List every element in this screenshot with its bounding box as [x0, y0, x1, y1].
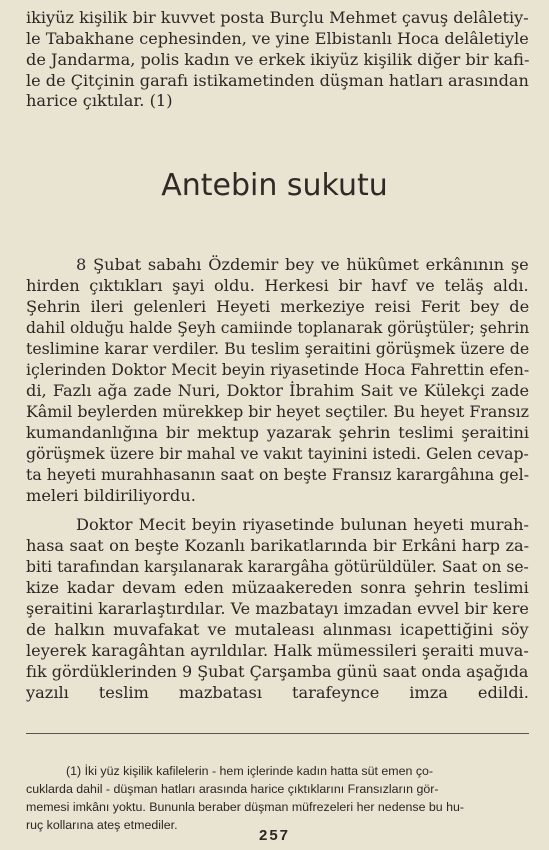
text-line: Doktor Mecit beyin riyasetinde bulunan heyeti murah- — [76, 515, 529, 534]
text-line: di, Fazlı ağa zade Nuri, Doktor İbrahim Sait ve Külekçi zade — [26, 381, 530, 400]
footnote-divider — [26, 733, 529, 734]
text-line: teslimine karar verdiler. Bu teslim şeraitini görüşmek üzere de — [26, 339, 530, 358]
text-line: içlerinden Doktor Mecit beyin riyasetinde Hoca Fahrettin efen- — [26, 360, 530, 379]
text-line: de Jandarma, polis kadın ve erkek ikiyüz kişilik diğer bir kafi- — [26, 50, 530, 69]
footnote-line: cuklarda dahil - düşman hatları arasında harice çıktıklarını Fransızların gör- — [26, 782, 439, 796]
text-line: le de Çitçinin garafı istikametinden düşman hatları arasından — [26, 71, 529, 90]
text-line: meleri bildiriliyordu. — [26, 486, 196, 505]
text-line: şeraitini kararlaştırdılar. Ve mazbatayı imzadan evvel bir kere — [26, 599, 529, 618]
footnote-line: ruç kollarına ateş etmediler. — [26, 818, 178, 832]
text-line: harice çıktılar. (1) — [26, 91, 173, 110]
footnote-line: (1) İki yüz kişilik kafilelerin - hem içlerinde kadın hatta süt emen ço- — [66, 764, 434, 778]
text-line: Şehrin ileri gelenleri Heyeti merkeziye reisi Ferit bey de — [26, 297, 530, 316]
text-line: de halkın muvafakat ve mutaleası alınması icapettiğini söy — [26, 620, 529, 639]
text-line: hirden çıktıkları şayi oldu. Herkesi bir havf ve teläş aldı. — [26, 276, 529, 295]
text-line: kumandanlığına bir mektup yazarak şehrin teslimi şeraitini — [26, 423, 530, 442]
text-line: leyerek karagâhtan ayrıldılar. Halk mümessileri şeraiti muva- — [26, 641, 529, 660]
text-line: ikiyüz kişilik bir kuvvet posta Burçlu Mehmet çavuş delâletiy- — [26, 8, 529, 27]
page-number: 257 — [258, 827, 291, 844]
text-line: hasa saat on beşte Kozanlı barikatlarında bir Erkâni harp za- — [26, 536, 530, 555]
text-line: biti tarafından karşılanarak karargâha götürüldüler. Saat on se- — [26, 557, 529, 576]
text-line: Kâmil beylerden mürekkep bir heyet seçtiler. Bu heyet Fransız — [26, 402, 530, 421]
text-line: kize kadar devam eden müzaakereden sonra şehrin teslimi — [26, 578, 529, 597]
footnote-line: memesi imkânı yoktu. Bununla beraber düşman müfrezeleri her nedense bu hu- — [26, 800, 465, 814]
text-line: yazılı teslim mazbatası tarafeynce imza edildi. — [26, 683, 529, 702]
text-line: le Tabakhane cephesinden, ve yine Elbistanlı Hoca delâletiyle — [26, 29, 529, 48]
text-line: fık gördüklerinden 9 Şubat Çarşamba günü saat onda aşağıda — [26, 662, 529, 681]
text-line: 8 Şubat sabahı Özdemir bey ve hükûmet erkânının şe — [76, 255, 529, 274]
section-heading: Antebin sukutu — [161, 168, 388, 203]
text-line: dahil olduğu halde Şeyh camiinde toplanarak görüştüler; şehrin — [26, 318, 530, 337]
text-line: görüşmek üzere bir mahal ve vakıt tayinini istedi. Gelen cevap- — [26, 444, 529, 463]
text-line: ta heyeti murahhasanın saat on beşte Fransız karargâhına gel- — [26, 465, 530, 484]
